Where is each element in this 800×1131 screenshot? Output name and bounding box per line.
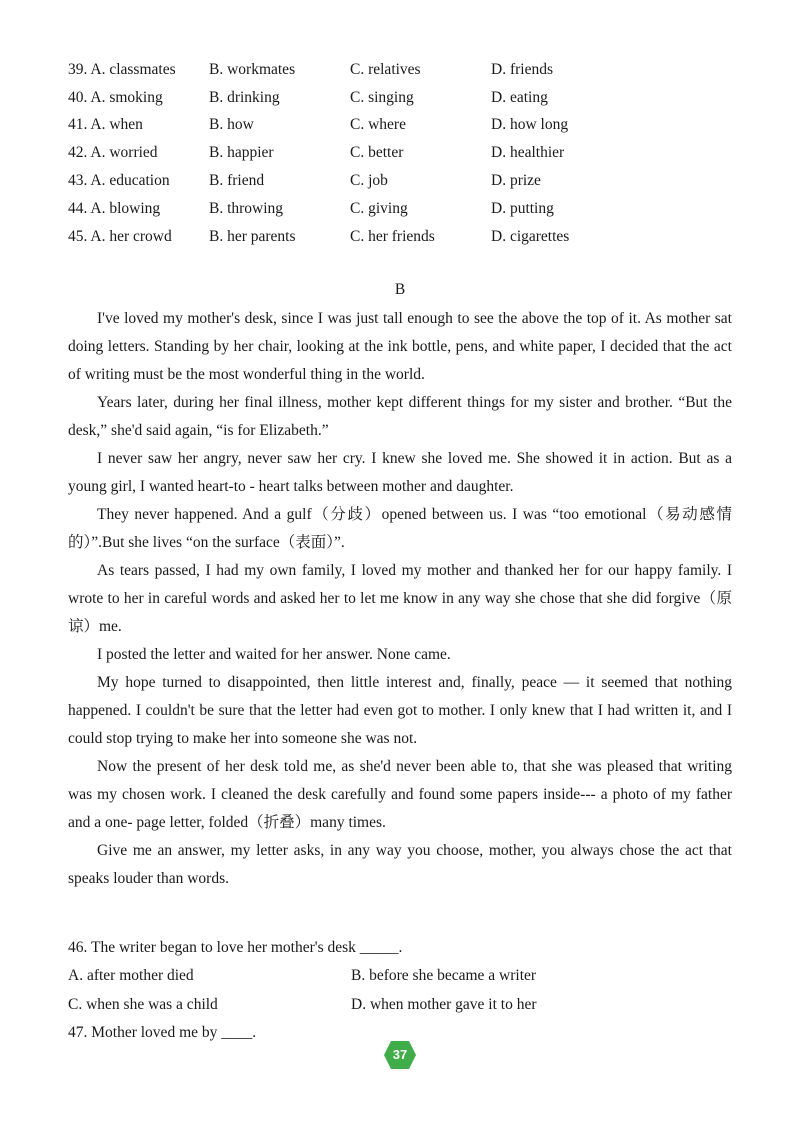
option-a: 40. A. smoking — [68, 88, 163, 106]
option-c: C. better — [350, 144, 404, 162]
option-row-41 — [68, 112, 748, 140]
option-row-45 — [68, 223, 748, 251]
option-a: 45. A. her crowd — [68, 227, 172, 245]
passage-paragraph: Give me an answer, my letter asks, in any way you choose, mother, you always chose the act that speaks louder than words. — [68, 842, 732, 887]
option-d: D. eating — [491, 88, 548, 106]
section-title: B — [394, 281, 406, 298]
option-d: D. cigarettes — [491, 227, 570, 245]
option-c: C. giving — [350, 199, 408, 217]
option-d: D. healthier — [491, 144, 565, 162]
option-row-44 — [68, 195, 748, 223]
passage-paragraph: I never saw her angry, never saw her cry. I knew she loved me. She showed it in action. But as a young girl, I wanted heart-to - heart talks between mother and daughter. — [68, 450, 732, 495]
option-b: B. friend — [209, 172, 265, 190]
option-d: D. putting — [491, 199, 554, 217]
questions-block — [68, 934, 748, 1047]
page-number-badge — [383, 1040, 417, 1070]
question-47: 47. Mother loved me by ____. — [68, 1023, 257, 1041]
option-a: 42. A. worried — [68, 144, 158, 162]
option-row-40 — [68, 84, 748, 112]
q46-option-d: D. when mother gave it to her — [351, 995, 537, 1013]
option-d: D. prize — [491, 172, 541, 190]
option-row-42 — [68, 139, 748, 167]
option-a: 44. A. blowing — [68, 199, 161, 217]
option-row-39 — [68, 56, 748, 84]
q46-option-a: A. after mother died — [68, 967, 194, 985]
option-b: B. how — [209, 116, 254, 134]
option-c: C. singing — [350, 88, 414, 106]
option-row-43 — [68, 167, 748, 195]
option-c: C. relatives — [350, 60, 421, 78]
passage-paragraph: I've loved my mother's desk, since I was just tall enough to see the above the top of it. As mother sat doing letters. Standing by her chair, looking at the ink bottle, pens, and white paper, I decided that the act of writing must be the most wonderful thing in the world. — [68, 310, 732, 383]
passage-paragraph: I posted the letter and waited for her answer. None came. — [97, 646, 451, 663]
option-d: D. how long — [491, 116, 569, 134]
page-number: 37 — [392, 1047, 408, 1062]
q46-option-c: C. when she was a child — [68, 995, 218, 1013]
reading-passage — [68, 305, 732, 893]
question-46-options-row-2 — [68, 991, 748, 1019]
passage-paragraph: Now the present of her desk told me, as she'd never been able to, that she was pleased that writing was my chosen work. I cleaned the desk carefully and found some papers inside--- a photo of my father and a one- page letter, folded（折叠）many times. — [68, 758, 732, 831]
option-a: 41. A. when — [68, 116, 143, 134]
question-46: 46. The writer began to love her mother's desk _____. — [68, 939, 403, 956]
passage-paragraph: As tears passed, I had my own family, I loved my mother and thanked her for our happy family. I wrote to her in careful words and asked her to let me know in any way she chose that she did forgive（原谅）me. — [68, 562, 732, 635]
answer-options-table — [68, 56, 748, 251]
option-a: 43. A. education — [68, 172, 170, 190]
option-b: B. drinking — [209, 88, 280, 106]
option-b: B. happier — [209, 144, 274, 162]
option-b: B. her parents — [209, 227, 296, 245]
option-c: C. where — [350, 116, 406, 134]
q46-option-b: B. before she became a writer — [351, 967, 537, 985]
option-b: B. throwing — [209, 199, 284, 217]
option-d: D. friends — [491, 60, 553, 78]
question-46-options-row-1 — [68, 962, 748, 990]
passage-paragraph: My hope turned to disappointed, then little interest and, finally, peace — it seemed that nothing happened. I couldn't be sure that the letter had even got to mother. I only knew that I had written it, and I could stop trying to make her into someone she was not. — [68, 674, 732, 747]
option-a: 39. A. classmates — [68, 60, 176, 78]
option-c: C. her friends — [350, 227, 435, 245]
option-b: B. workmates — [209, 60, 296, 78]
passage-paragraph: They never happened. And a gulf（分歧）opened between us. I was “too emotional（易动感情的）”.But she lives “on the surface（表面）”. — [68, 506, 732, 551]
passage-paragraph: Years later, during her final illness, mother kept different things for my sister and brother. “But the desk,” she'd said again, “is for Elizabeth.” — [68, 394, 732, 439]
option-c: C. job — [350, 172, 388, 190]
